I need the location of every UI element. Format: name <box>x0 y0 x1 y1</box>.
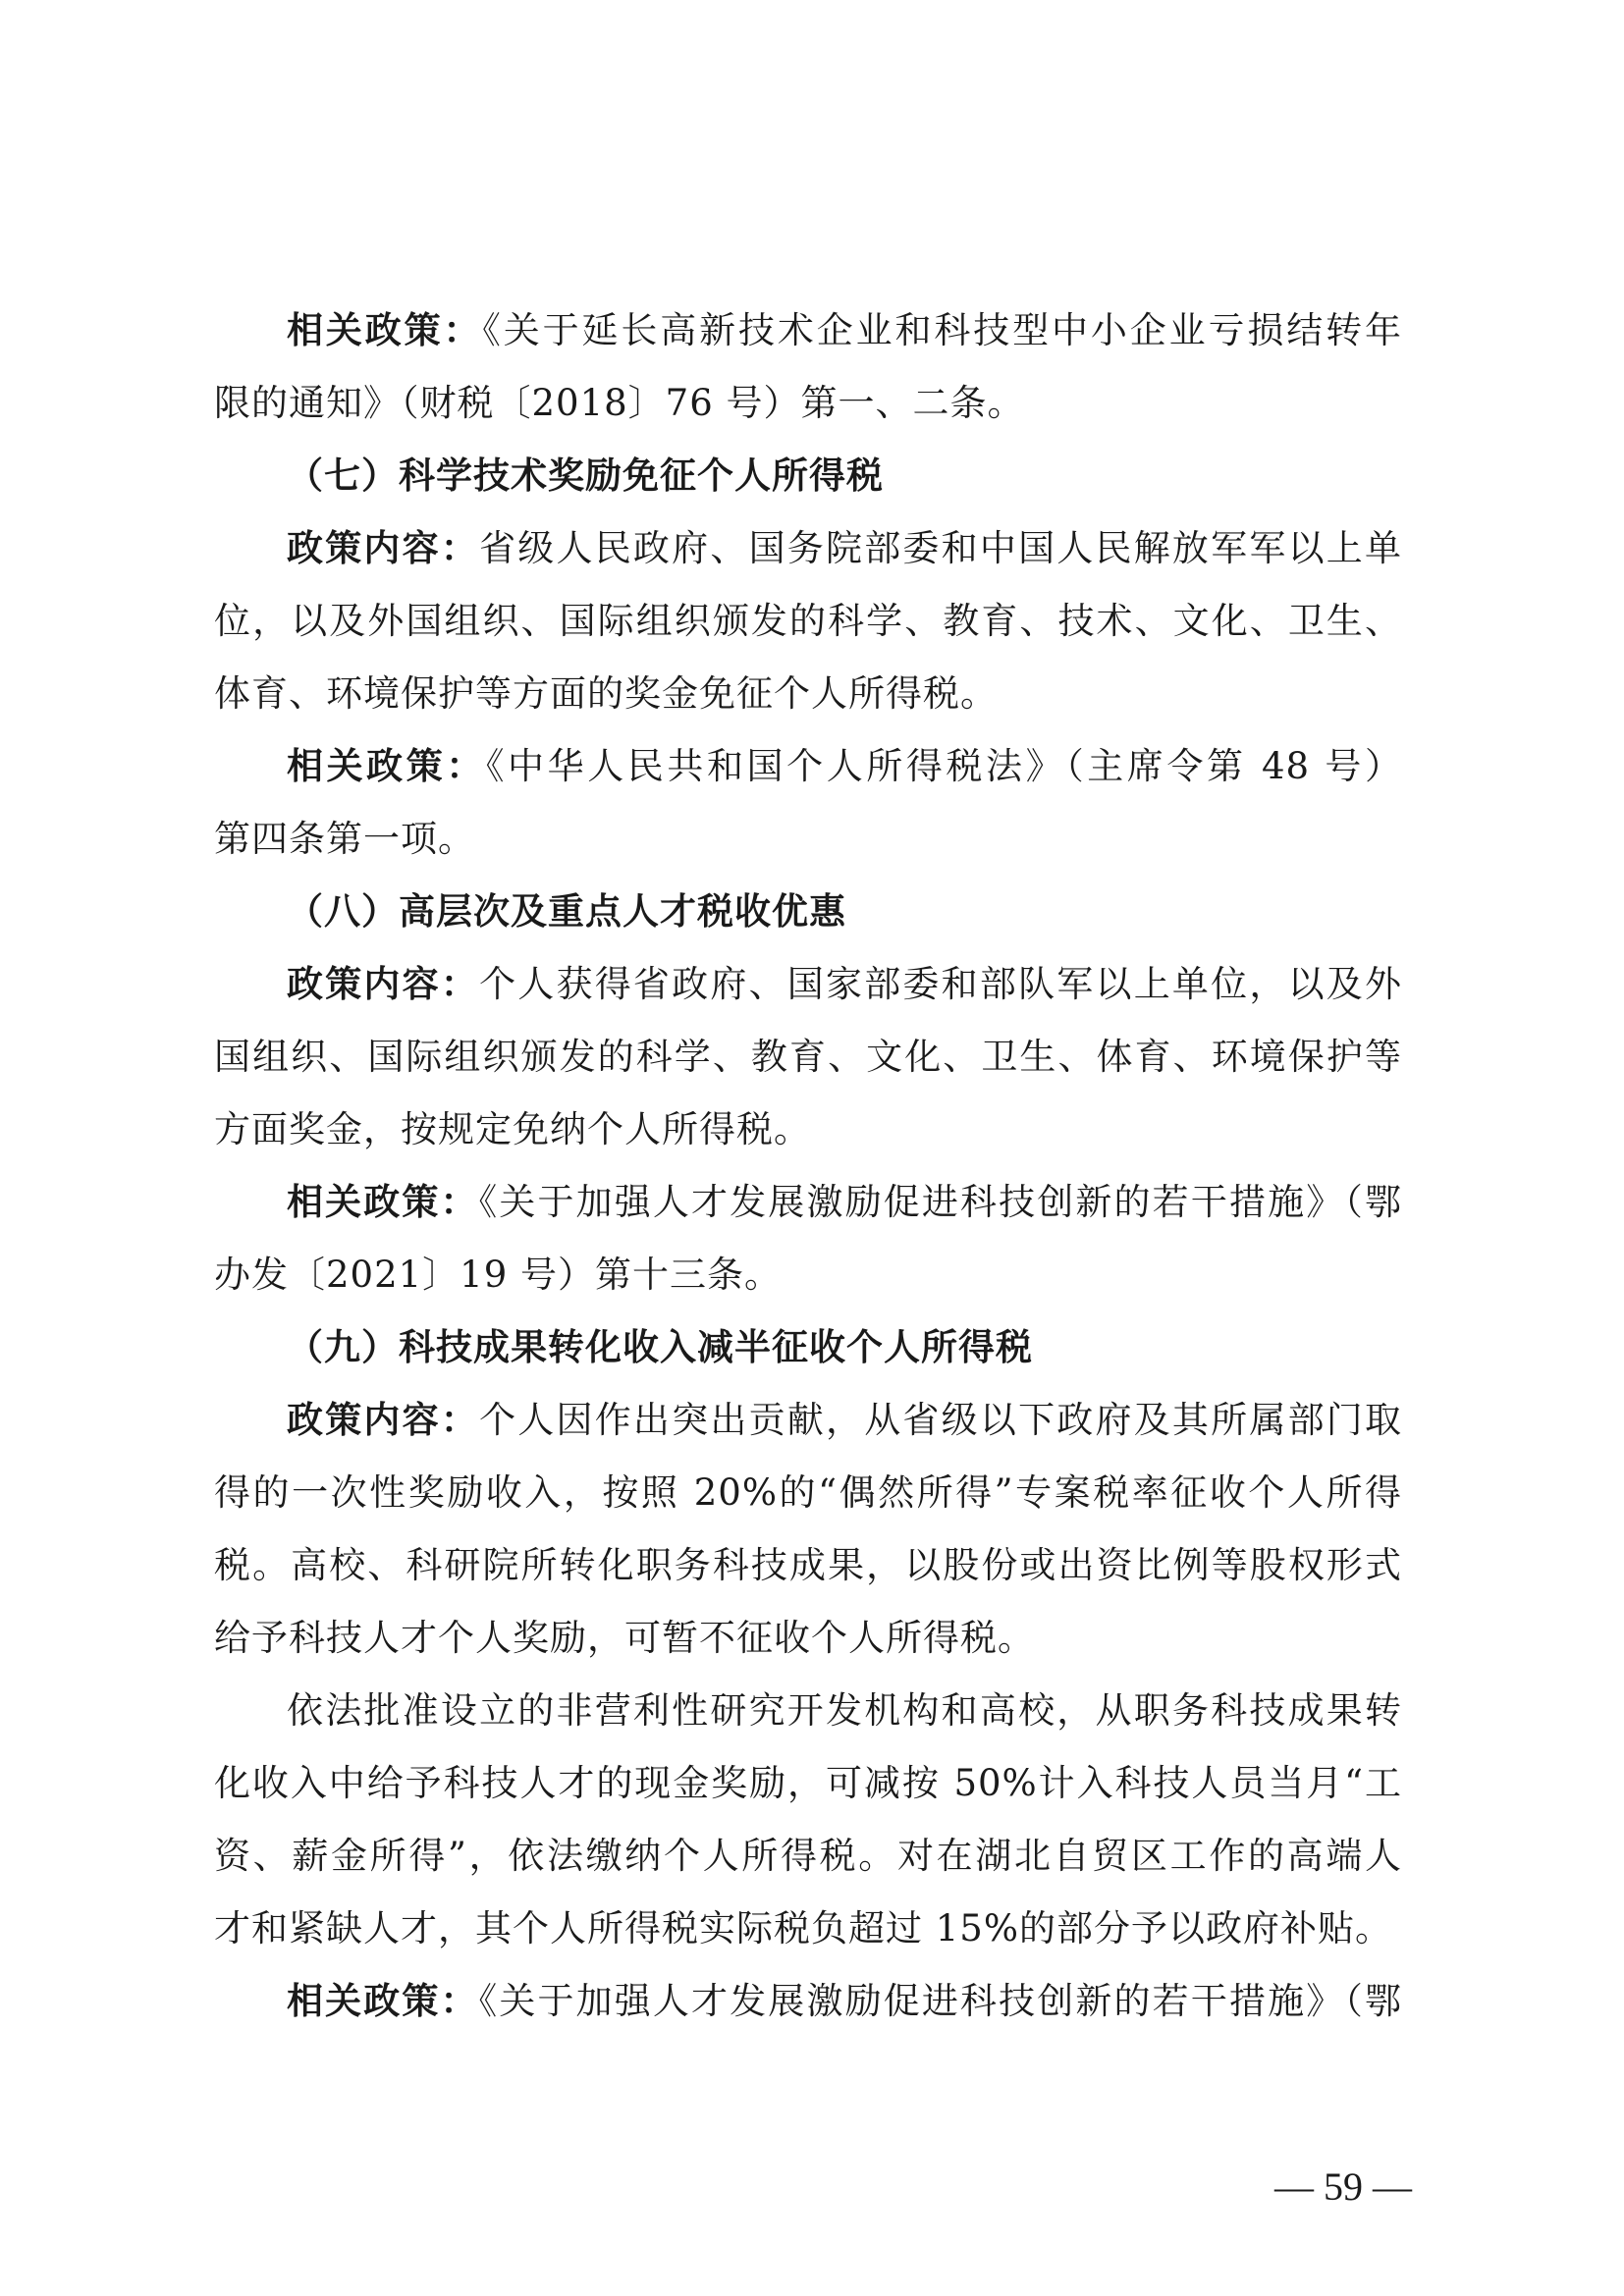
text-line <box>214 1965 1402 2038</box>
paragraph-label: 相关政策： <box>287 745 486 787</box>
text-line: 税。高校、科研院所转化职务科技成果，以股份或出资比例等股权形式 <box>214 1544 1402 1586</box>
paragraph-label: 相关政策： <box>287 1980 479 2022</box>
text-line <box>214 948 1402 1021</box>
text-line: 国组织、国际组织颁发的科学、教育、文化、卫生、体育、环境保护等 <box>214 1036 1402 1078</box>
text-line: 化收入中给予科技人才的现金奖励，可减按 50%计入科技人员当月“工 <box>214 1762 1402 1804</box>
text-line <box>214 512 1402 585</box>
paragraph-text: 个人因作出突出贡献，从省级以下政府及其所属部门取 <box>479 1399 1403 1441</box>
paragraph-text: 《关于加强人才发展激励促进科技创新的若干措施》（鄂 <box>478 1980 1403 2022</box>
paragraph-label: 相关政策： <box>287 1181 479 1223</box>
text-line: 位，以及外国组织、国际组织颁发的科学、教育、技术、文化、卫生、 <box>214 600 1402 642</box>
text-line: 得的一次性奖励收入，按照 20%的“偶然所得”专案税率征收个人所得 <box>214 1471 1402 1514</box>
section-heading: （九）科技成果转化收入减半征收个人所得税 <box>287 1326 1033 1368</box>
text-line <box>214 294 1402 367</box>
text-line <box>214 730 1402 803</box>
text-line <box>214 1384 1402 1457</box>
text-line <box>214 1166 1402 1239</box>
text-line: 限的通知》（财税〔2018〕76 号）第一、二条。 <box>214 382 1025 424</box>
section-heading: （七）科学技术奖励免征个人所得税 <box>287 454 884 497</box>
text-line: 办发〔2021〕19 号）第十三条。 <box>214 1254 783 1296</box>
text-line: 第四条第一项。 <box>214 818 475 860</box>
section-heading: （八）高层次及重点人才税收优惠 <box>287 890 846 933</box>
text-line: 依法批准设立的非营利性研究开发机构和高校，从职务科技成果转 <box>287 1689 1402 1732</box>
paragraph-label: 政策内容： <box>287 527 480 569</box>
paragraph-text: 个人获得省政府、国家部委和部队军以上单位，以及外 <box>479 963 1403 1005</box>
text-line: 体育、环境保护等方面的奖金免征个人所得税。 <box>214 672 998 715</box>
text-line: 给予科技人才个人奖励，可暂不征收个人所得税。 <box>214 1617 1035 1659</box>
text-line: 资、薪金所得”，依法缴纳个人所得税。对在湖北自贸区工作的高端人 <box>214 1835 1402 1877</box>
text-line: 才和紧缺人才，其个人所得税实际税负超过 15%的部分予以政府补贴。 <box>214 1907 1392 1949</box>
paragraph-label: 政策内容： <box>287 963 480 1005</box>
paragraph-label: 政策内容： <box>287 1399 480 1441</box>
paragraph-label: 相关政策： <box>287 309 483 351</box>
paragraph-text: 《中华人民共和国个人所得税法》（主席令第 48 号） <box>485 745 1403 787</box>
paragraph-text: 《关于延长高新技术企业和科技型中小企业亏损结转年 <box>482 309 1402 351</box>
page-number: — 59 — <box>1274 2164 1412 2209</box>
paragraph-text: 省级人民政府、国务院部委和中国人民解放军军以上单 <box>479 527 1403 569</box>
text-line: 方面奖金，按规定免纳个人所得税。 <box>214 1108 811 1150</box>
paragraph-text: 《关于加强人才发展激励促进科技创新的若干措施》（鄂 <box>478 1181 1403 1223</box>
